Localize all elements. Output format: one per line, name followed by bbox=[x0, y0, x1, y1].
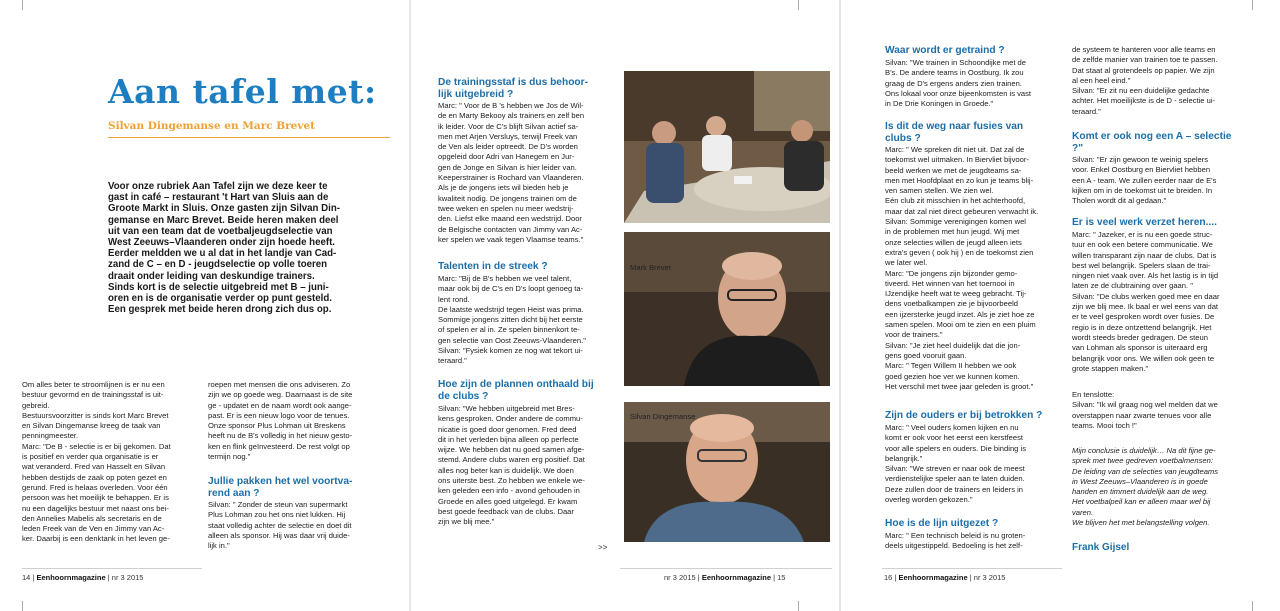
footer-rule bbox=[620, 568, 832, 569]
question-heading: Waar wordt er getraind ? bbox=[885, 45, 1005, 56]
crop-mark bbox=[22, 0, 23, 10]
photo-caption-silvan: Silvan Dingemanse bbox=[630, 412, 696, 421]
question-heading: Talenten in de streek ? bbox=[438, 261, 548, 272]
page-16 bbox=[840, 0, 1280, 611]
crop-mark bbox=[798, 601, 799, 611]
question-heading: Is dit de weg naar fusies van clubs ? bbox=[885, 121, 1024, 144]
page-number: 14 bbox=[22, 573, 31, 582]
page-footer: nr 3 2015 | Eenhoornmagazine | 15 bbox=[664, 573, 786, 582]
continued-marker: >> bbox=[598, 543, 608, 552]
closing-text: En tenslotte: Silvan: "Ik wil graag nog wel melden dat we overstappen naar zwarte tenues voor alle teams. Mooi toch !" bbox=[1072, 390, 1218, 430]
answer-text: Silvan: "Er zijn gewoon te weinig spelers voor. Enkel Oostburg en Biervliet hebben een A - team. We zullen eerder naar de E's kijken om in de toekomst uit te breiden. In Tholen wordt dit al gedaan." bbox=[1072, 155, 1217, 206]
title-underline bbox=[108, 137, 390, 138]
body-column-2: roepen met mensen die ons adviseren. Zo zijn we op goede weg. Daarnaast is de site ge - updatet en de naam wordt ook aange- past. Er is een nieuw logo voor de tenues. Onze sponsor Plus Lohman uit Breskens heeft nu de B's volledig in het nieuw gesto- ken en flink geïnvesteerd. De rest volgt op termijn nog." bbox=[208, 380, 353, 462]
page-number: 16 bbox=[884, 573, 893, 582]
page-15 bbox=[410, 0, 840, 611]
issue-label: nr 3 2015 bbox=[973, 573, 1006, 582]
answer-text: Silvan: " Zonder de steun van supermarkt Plus Lohman zou het ons niet lukken. Hij staat volledig achter de selectie en doet dit alleen als sponsor. Hij was daar vrij duide- lijk in." bbox=[208, 500, 352, 551]
question-heading: De trainingsstaf is dus behoor- lijk uitgebreid ? bbox=[438, 77, 589, 100]
crop-mark bbox=[1252, 0, 1253, 10]
page-gutter bbox=[409, 0, 411, 611]
question-heading: Komt er ook nog een A – selectie ?" bbox=[1072, 131, 1232, 154]
issue-label: nr 3 2015 bbox=[111, 573, 144, 582]
author-signature: Frank Gijsel bbox=[1072, 542, 1130, 553]
answer-text: Silvan: "We trainen in Schoondijke met de B's. De andere teams in Oostburg. Ik zou graag de D's ergens anders zien trainen. Ons lokaal voor onze bijeenkomsten is vast in De Drie Koningen in Groede." bbox=[885, 58, 1032, 109]
answer-text: Marc: " Veel ouders komen kijken en nu komt er ook voor het eerst een kerstfeest voor alle spelers en ouders. Die binding is belangrijk." Silvan: "We streven er naar ook de meest verdienstelijke speler aan te laten duiden. Deze zullen door de trainers en leiders in overleg worden gekozen." bbox=[885, 423, 1026, 505]
answer-text: Marc: " Voor de B 's hebben we Jos de Wil- de en Marty Bekooy als trainers en zelf ben ik leider. Voor de C's blijft Silvan actief sa- men met Arjen Versluys, terwijl Freek van de Ven als leider optreedt. De D's worden opgeleid door Adri van Hanegem en Jur- gen de Jonge en Silvan is hier leider van. Keeperstrainer is Rochard van Vlaanderen. Als je de jongens iets wil bieden heb je kwaliteit nodig. De jongens trainen om de twee weken en spelen nu meer wedstrij- den. Liefst elke maand een wedstrijd. Door de Belgische contacten van Jimmy van Ac- ker spelen we vaak tegen Vlaamse teams." bbox=[438, 101, 585, 244]
magazine-name: Eenhoornmagazine bbox=[898, 573, 968, 582]
issue-label: nr 3 2015 bbox=[664, 573, 696, 582]
group-photo-image bbox=[624, 71, 830, 223]
portrait-silvan bbox=[624, 402, 830, 542]
group-photo bbox=[624, 71, 830, 223]
answer-text: Marc: "Bij de B's hebben we veel talent, maar ook bij de C's en D's loopt genoeg ta- lent rond. De laatste wedstrijd tegen Heist was prima. Sommige jongens zitten dicht bij het eerste of spelen er al in. Ze spelen binnenkort te- gen selectie van Oost Zeeuws-Vlaanderen." Silvan: "Fysiek komen ze nog wat tekort ui- teraard." bbox=[438, 274, 586, 366]
crop-mark bbox=[1252, 601, 1253, 611]
body-column-1: Om alles beter te stroomlijnen is er nu een bestuur gevormd en de trainingsstaf is uit- gebreid. Bestuursvoorzitter is sinds kort Marc Brevet en Silvan Dingemanse kreeg de taak van penningmeester. Marc: "De B - selectie is er bij gekomen. Dat is positief en verder qua organisatie is er wat veranderd. Fred van Hasselt en Silvan hebben destijds de zaak op poten gezet en gerund. Fred is helaas overleden. Voor één persoon was het moeilijk te behappen. Er is nu een dagelijks bestuur met naast ons bei- den Annelies Mabelis als secretaris en de leden Freek van de Ven en Jimmy van Ac- ker. Daarbij is een denktank in het leven ge- bbox=[22, 380, 171, 544]
answer-text: Marc: " Jazeker, er is nu een goede struc- tuur en ook een betere communicatie. We willen transparant zijn naar de clubs. Dat is best wel belangrijk. Spelers slaan de trai- ningen niet vaak over. Als het lastig is in tijd laten ze de clubtraining over gaan. " Silvan: "De clubs werken goed mee en daar zijn we blij mee. Ik baal er wel eens van dat er te veel gesproken wordt over fusies. De regio is in deze ontzettend belangrijk. Het wordt steeds breder gedragen. De steun van Lohman als sponsor is uiteraard erg belangrijk voor ons. We willen ook geen te grote stappen maken." bbox=[1072, 230, 1220, 373]
crop-mark bbox=[22, 601, 23, 611]
answer-text: Silvan: "We hebben uitgebreid met Bres- kens gesproken. Onder andere de commu- nicatie is goed door genomen. Fred deed dit in het verleden bijna alleen op perfecte wijze. We hebben dat nu goed samen afge- stemd. Andere clubs waren erg positief. Dat alles nog beter kan is duidelijk. We doen ons uiterste best. Zo hebben we enkele we- ken geleden een info - avond gehouden in Groede en alles goed uitgelegd. Er kwam best goede feedback van de clubs. Daar zijn we blij mee." bbox=[438, 404, 585, 527]
question-heading: Zijn de ouders er bij betrokken ? bbox=[885, 410, 1043, 421]
page-14 bbox=[0, 0, 410, 611]
magazine-name: Eenhoornmagazine bbox=[36, 573, 106, 582]
portrait-silvan-image bbox=[624, 402, 830, 542]
crop-mark bbox=[798, 0, 799, 10]
page-number: 15 bbox=[777, 573, 786, 582]
page-footer: 14 | Eenhoornmagazine | nr 3 2015 bbox=[22, 573, 144, 582]
page-footer: 16 | Eenhoornmagazine | nr 3 2015 bbox=[884, 573, 1006, 582]
question-heading: Hoe is de lijn uitgezet ? bbox=[885, 518, 999, 529]
answer-text: Marc: " We spreken dit niet uit. Dat zal de toekomst wel uitmaken. In Biervliet bijvoor- beeld werken we met de jeugdteams sa- men met Hoofdplaat en zo kun je teams blij- ven samen stellen. We zien wel. Eén club zit misschien in het achterhoofd, maar dat zal niet direct gebeuren verwacht ik. Silvan: Sommige verenigingen komen wel in de problemen met hun jeugd. Wij met onze selecties willen de jeugd alleen iets extra's geven ( ook hij ) en de toekomst zien we later wel. Marc: "De jongens zijn bijzonder gemo- tiveerd. Het winnen van het toernooi in IJzendijke heeft wat te weeg gebracht. Tij- dens voetbalkampen zie je bijvoorbeeld een ijzersterke jeugd inzet. Als je ziet hoe ze samen spelen. Mooi om te zien en een pluim voor de trainers." Silvan: "Je ziet heel duidelijk dat die jon- gens goed vooruit gaan. Marc: " Tegen Willem II hebben we ook goed gezien hoe ver we kunnen komen. Het verschil met twee jaar geleden is groot." bbox=[885, 145, 1039, 391]
portrait-marc-image bbox=[624, 232, 830, 386]
photo-caption-marc: Mark Brevet bbox=[630, 263, 671, 272]
answer-text: Marc: " Een technisch beleid is nu groten- deels uitgestippeld. Bedoeling is het zelf- bbox=[885, 531, 1026, 551]
magazine-name: Eenhoornmagazine bbox=[701, 573, 772, 582]
article-subtitle: Silvan Dingemanse en Marc Brevet bbox=[108, 120, 315, 132]
portrait-marc bbox=[624, 232, 830, 386]
page-gutter bbox=[839, 0, 841, 611]
footer-rule bbox=[882, 568, 1062, 569]
question-heading: Jullie pakken het wel voortva- rend aan ? bbox=[208, 476, 353, 499]
footer-rule bbox=[22, 568, 202, 569]
question-heading: Hoe zijn de plannen onthaald bij de clubs ? bbox=[438, 379, 594, 402]
question-heading: Er is veel werk verzet heren.... bbox=[1072, 217, 1217, 228]
intro-paragraph: Voor onze rubriek Aan Tafel zijn we deze keer te gast in café – restaurant 't Hart van Sluis aan de Groote Markt in Sluis. Onze gasten zijn Silvan Din- gemanse en Marc Brevet. Beide heren maken deel uit van een team dat de voetbaljeugdselectie van West Zeeuws–Vlaanderen onder zijn hoede heeft. Eerder meldden we u al dat in het landje van Cad- zand de C – en D - jeugdselectie op volle toeren draait onder leiding van deskundige trainers. Sinds kort is de selectie uitgebreid met B – juni- oren en is de organisatie verder op punt gesteld. Een gesprek met beide heren drong zich dus op. bbox=[108, 181, 340, 316]
article-title: Aan tafel met: bbox=[108, 72, 377, 111]
conclusion-text: Mijn conclusie is duidelijk… Na dit fijne ge- sprek met twee gedreven voetbalmensen: De leiding van de selecties van jeugdteams in West Zeeuws–Vlaanderen is in goede handen en timmert duidelijk aan de weg. Het voetbalpeil kan er alleen maar wel bij varen. We blijven het met belangstelling volgen. bbox=[1072, 446, 1219, 528]
body-column-2: de systeem te hanteren voor alle teams en de zelfde manier van trainen toe te passen. Dat staat al grotendeels op papier. We zijn al een heel eind." Silvan: "Er zit nu een duidelijke gedachte achter. Het moeilijkste is de D - selectie ui- teraard." bbox=[1072, 45, 1218, 116]
